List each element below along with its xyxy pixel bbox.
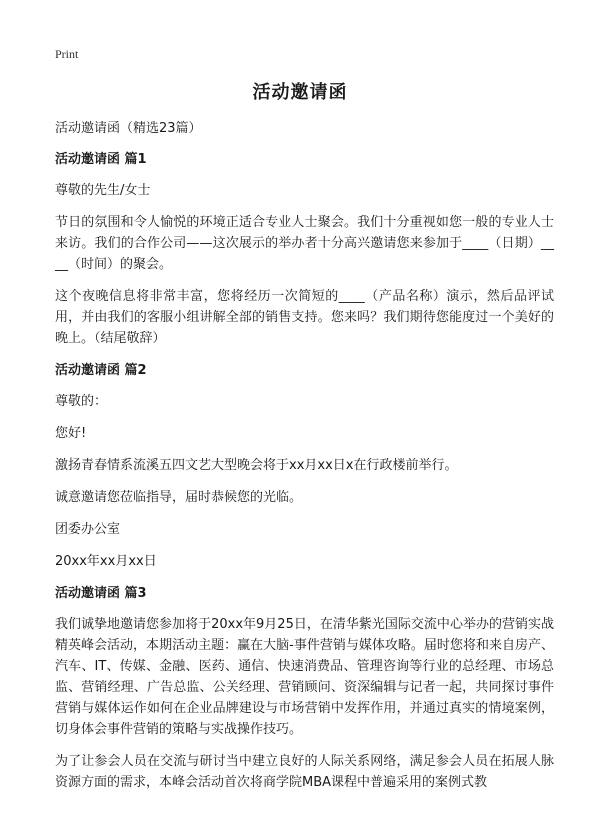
paragraph: 节日的氛围和令人愉悦的环境正适合专业人士聚会。我们十分重视如您一般的专业人士来访。我们的合作公司——这次展示的举办者十分高兴邀请您来参加于____（日期）____（时间）的聚会。	[55, 215, 554, 272]
section-heading-2: 活动邀请函 篇2	[55, 363, 147, 378]
paragraph: 20xx年xx月xx日	[55, 554, 157, 569]
section-heading-1: 活动邀请函 篇1	[55, 152, 147, 167]
section-heading-3: 活动邀请函 篇3	[55, 586, 147, 601]
print-label: Print	[55, 47, 79, 61]
paragraph: 尊敬的：	[55, 394, 108, 409]
paragraph: 团委办公室	[55, 522, 121, 537]
paragraph: 为了让参会人员在交流与研讨当中建立良好的人际关系网络，满足参会人员在拓展人脉资源方面的需求，本峰会活动首次将商学院MBA课程中普遍采用的案例式教	[55, 754, 554, 790]
paragraph: 尊敬的先生/女士	[55, 183, 151, 198]
paragraph: 我们诚挚地邀请您参加将于20xx年9月25日，在清华紫光国际交流中心举办的营销实战精英峰会活动，本期活动主题：赢在大脑-事件营销与媒体攻略。届时您将和来自房产、汽车、IT、传媒、金融、医药、通信、快速消费品、管理咨询等行业的总经理、市场总监、营销经理、广告总监、公关经理、营销顾问、资深编辑与记者一起，共同探讨事件营销与媒体运作如何在企业品牌建设与市场营销中发挥作用，并通过真实的情境案例，切身体会事件营销的策略与实战操作技巧。	[55, 617, 554, 737]
paragraph: 激扬青春情系流溪五四文艺大型晚会将于xx月xx日x在行政楼前举行。	[55, 458, 458, 473]
page-title: 活动邀请函	[252, 82, 348, 103]
document-body	[55, 118, 554, 804]
paragraph: 诚意邀请您莅临指导，届时恭候您的光临。	[55, 490, 303, 505]
paragraph: 这个夜晚信息将非常丰富，您将经历一次简短的____（产品名称）演示，然后品评试用，并由我们的客服小组讲解全部的销售支持。您来吗？我们期待您能度过一个美好的晚上。（结尾敬辞）	[55, 289, 554, 346]
paragraph: 您好!	[55, 426, 87, 441]
document-subtitle: 活动邀请函（精选23篇）	[55, 121, 202, 136]
